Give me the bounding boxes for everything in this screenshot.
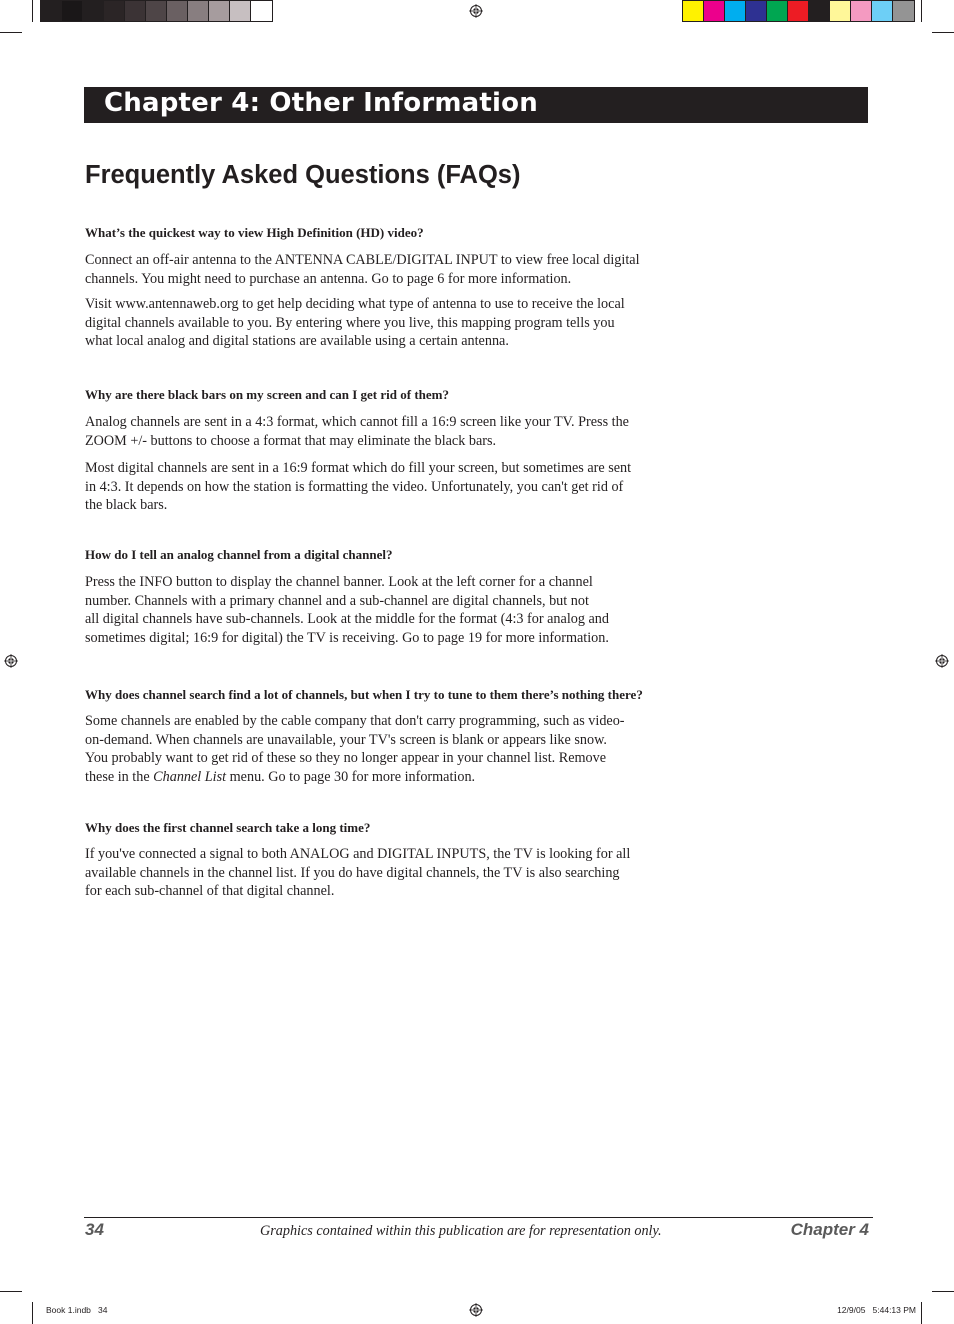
faq-question: Why does channel search find a lot of channels, but when I try to tune to them there’s nothing there? bbox=[85, 687, 643, 702]
color-swatch bbox=[746, 1, 767, 21]
color-swatch bbox=[851, 1, 872, 21]
color-swatch bbox=[167, 1, 188, 21]
faq-answer: If you've connected a signal to both ANALOG and DIGITAL INPUTS, the TV is looking for all available channels in the channel list. If you do have digital channels, the TV is also searching for each sub-channel of that digital channel. bbox=[85, 846, 631, 900]
color-swatch bbox=[230, 1, 251, 21]
footer-rule bbox=[84, 1217, 873, 1218]
color-swatch bbox=[788, 1, 809, 21]
color-swatch bbox=[209, 1, 230, 21]
color-swatch bbox=[683, 1, 704, 21]
crop-mark bbox=[32, 1302, 33, 1324]
faq-question: Why are there black bars on my screen and can I get rid of them? bbox=[85, 387, 449, 402]
color-swatch bbox=[893, 1, 914, 21]
crop-mark bbox=[32, 0, 33, 22]
color-swatch bbox=[41, 1, 62, 21]
slug-file-info: Book 1.indb 34 bbox=[46, 1305, 108, 1315]
color-swatch bbox=[251, 1, 272, 21]
chapter-banner-title: Chapter 4: Other Information bbox=[104, 88, 538, 118]
color-swatch bbox=[830, 1, 851, 21]
crop-mark bbox=[0, 32, 22, 33]
process-color-bar bbox=[682, 0, 915, 22]
faq-question: What’s the quickest way to view High Definition (HD) video? bbox=[85, 225, 424, 240]
color-swatch bbox=[767, 1, 788, 21]
color-swatch bbox=[725, 1, 746, 21]
crop-mark bbox=[921, 0, 922, 22]
footer-note: Graphics contained within this publication are for representation only. bbox=[260, 1223, 662, 1239]
faq-question: How do I tell an analog channel from a digital channel? bbox=[85, 547, 393, 562]
color-swatch bbox=[104, 1, 125, 21]
slug-timestamp: 12/9/05 5:44:13 PM bbox=[837, 1305, 916, 1315]
faq-answer: Connect an off-air antenna to the ANTENNA CABLE/DIGITAL INPUT to view free local digital channels. You might need to purchase an antenna. Go to page 6 for more information. bbox=[85, 252, 640, 287]
color-swatch bbox=[188, 1, 209, 21]
crop-mark bbox=[0, 1291, 22, 1292]
channel-list-menu-name: Channel List bbox=[153, 769, 227, 786]
crop-mark bbox=[932, 32, 954, 33]
faq-answer: Some channels are enabled by the cable company that don't carry programming, such as video- on-demand. When channels are unavailable, your TV's screen is blank or appears like snow. You probably want to get rid of these so they no longer appear in your channel list. Remove these in the Channel List menu. Go to page 30 for more information. bbox=[85, 713, 625, 786]
color-swatch bbox=[62, 1, 83, 21]
faq-answer: Visit www.antennaweb.org to get help deciding what type of antenna to use to receive the local digital channels available to you. By entering where you live, this mapping program tells you what local analog and digital stations are available using a certain antenna. bbox=[85, 296, 625, 350]
color-swatch bbox=[146, 1, 167, 21]
color-swatch bbox=[83, 1, 104, 21]
registration-mark-icon bbox=[4, 654, 18, 668]
footer-chapter-label: Chapter 4 bbox=[790, 1220, 869, 1239]
faq-question: Why does the first channel search take a long time? bbox=[85, 820, 371, 835]
color-swatch bbox=[809, 1, 830, 21]
faq-answer: Press the INFO button to display the channel banner. Look at the left corner for a channel number. Channels with a primary channel and a sub-channel are digital channels, but not all digital channels have sub-channels. Look at the middle for the format (4:3 for analog and sometimes digital; 16:9 for digital) the TV is receiving. Go to page 19 for more information. bbox=[85, 574, 609, 647]
chapter-banner bbox=[84, 87, 868, 123]
grayscale-color-bar bbox=[40, 0, 273, 22]
crop-mark bbox=[921, 1302, 922, 1324]
registration-mark-icon bbox=[935, 654, 949, 668]
color-swatch bbox=[704, 1, 725, 21]
registration-mark-icon bbox=[469, 1303, 483, 1317]
registration-mark-icon bbox=[469, 4, 483, 18]
color-swatch bbox=[125, 1, 146, 21]
page-title: Frequently Asked Questions (FAQs) bbox=[85, 161, 521, 189]
faq-answer: Analog channels are sent in a 4:3 format, which cannot fill a 16:9 screen like your TV. Press the ZOOM +/- buttons to choose a format that may eliminate the black bars. bbox=[85, 414, 629, 449]
faq-answer: Most digital channels are sent in a 16:9 format which do fill your screen, but sometimes are sent in 4:3. It depends on how the station is formatting the video. Unfortunately, you can't get rid of the black bars. bbox=[85, 460, 632, 514]
page-number: 34 bbox=[85, 1220, 104, 1239]
crop-mark bbox=[932, 1291, 954, 1292]
color-swatch bbox=[872, 1, 893, 21]
